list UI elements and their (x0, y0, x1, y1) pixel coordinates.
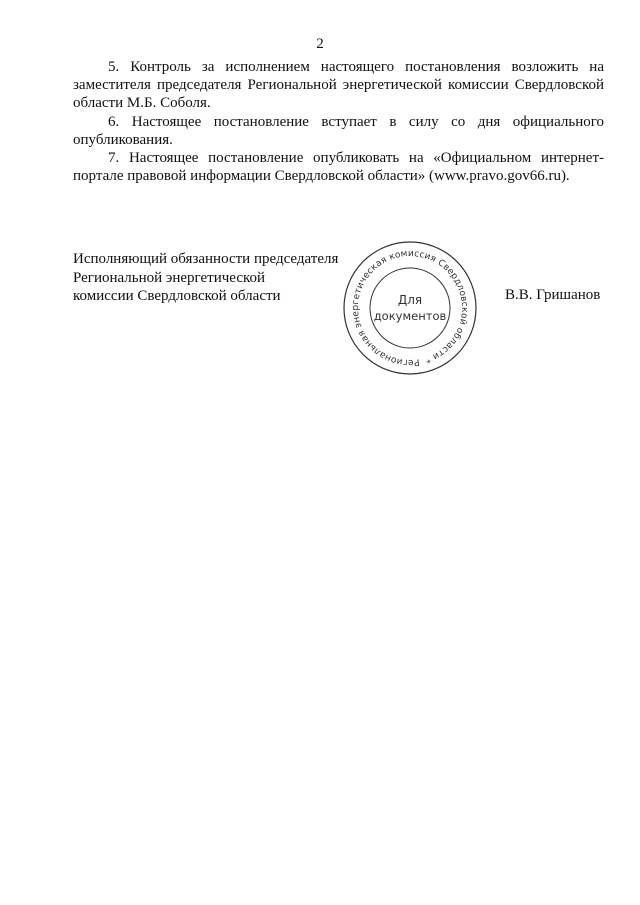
signatory-position (73, 250, 338, 306)
stamp-seal (340, 238, 480, 378)
signatory-name: В.В. Гришанов (505, 287, 601, 303)
paragraph-7: 7. Настоящее постановление опубликовать на «Официальном интернет-портале правовой информации Свердловской области» (www.pravo.gov66.ru). (73, 150, 604, 185)
position-line: комиссии Свердловской области (73, 288, 281, 304)
paragraph-5: 5. Контроль за исполнением настоящего постановления возложить на заместителя председателя Региональной энергетической комиссии Свердловской области М.Б. Соболя. (73, 59, 604, 112)
paragraph-6: 6. Настоящее постановление вступает в силу со дня официального опубликования. (73, 113, 604, 148)
stamp-center-line: документов (373, 309, 447, 323)
position-line: Региональной энергетической (73, 269, 266, 286)
page-number: 2 (316, 36, 324, 52)
stamp-ring-text: Региональная энергетическая комиссия Свердловской области * (350, 248, 470, 368)
stamp-center-line: Для (397, 293, 423, 307)
document-body (73, 58, 604, 185)
position-line: Исполняющий обязанности председателя (73, 251, 339, 267)
